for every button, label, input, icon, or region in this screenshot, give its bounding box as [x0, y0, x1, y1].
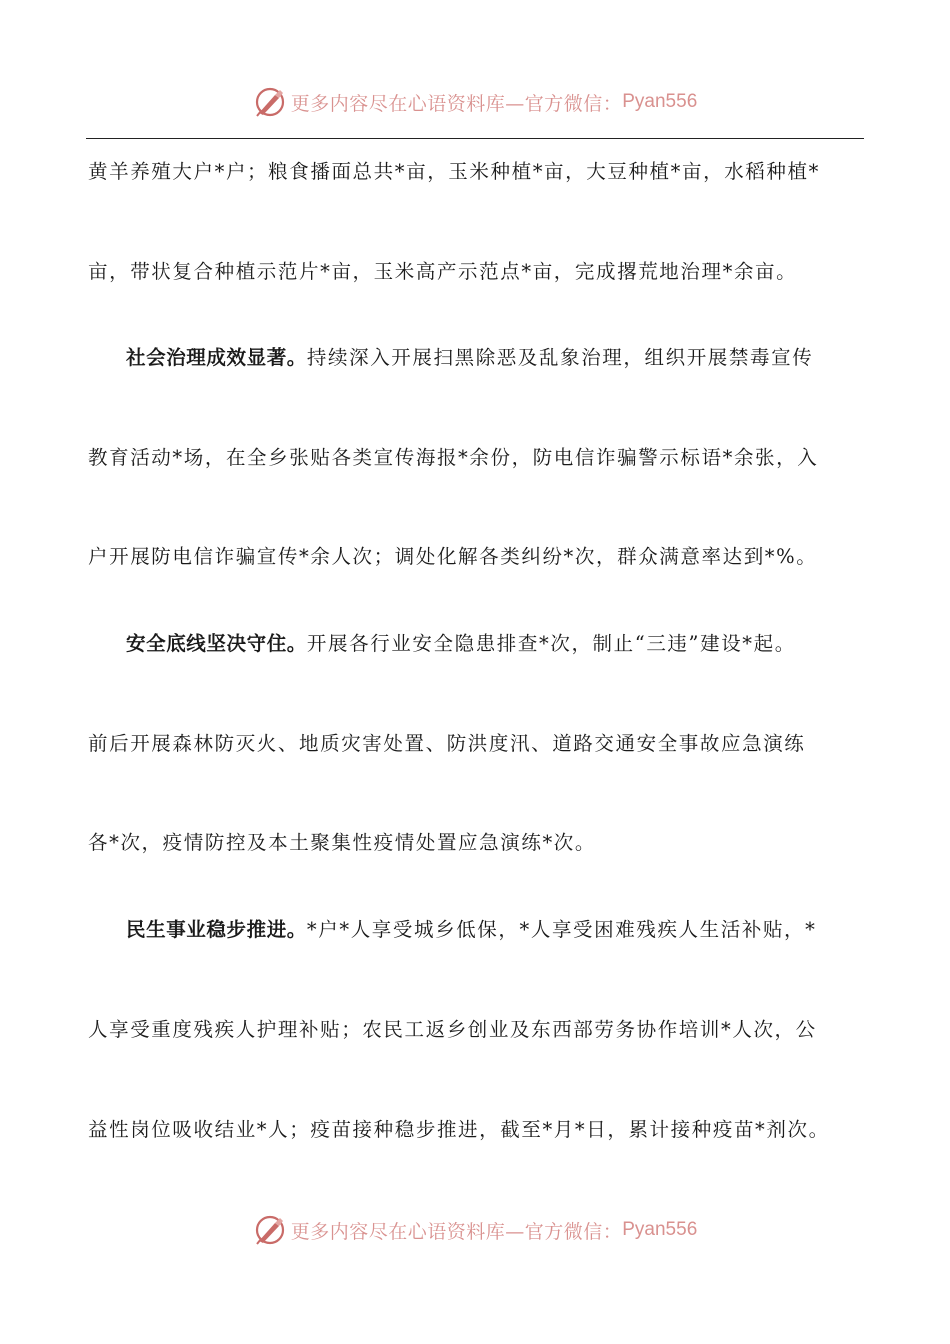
body-line-7: [88, 730, 864, 758]
header-rule: [86, 138, 864, 139]
watermark-text: 更多内容尽在心语资料库—官方微信：: [290, 92, 623, 115]
paragraph-social-governance: [126, 344, 864, 372]
body-line-5: [88, 543, 864, 571]
body-line-2: [88, 258, 864, 286]
watermark-wechat-id: Pyan556: [622, 91, 698, 112]
paragraph-safety: [126, 630, 864, 658]
header-watermark: [0, 82, 950, 122]
paragraph-livelihood: [126, 916, 864, 944]
pen-seal-logo-icon: [253, 1213, 287, 1247]
line-text: 亩，带状复合种植示范片*亩，玉米高产示范点*亩，完成撂荒地治理*余亩。: [88, 260, 798, 283]
line-text: 益性岗位吸收结业*人；疫苗接种稳步推进，截至*月*日，累计接种疫苗*剂次。: [88, 1118, 830, 1141]
watermark-text: 更多内容尽在心语资料库—官方微信：: [290, 1220, 623, 1243]
footer-watermark: [0, 1210, 950, 1250]
body-line-10: [88, 1016, 864, 1044]
paragraph-heading: 社会治理成效显著。: [126, 346, 307, 369]
body-line-4: [88, 444, 864, 472]
line-text: 持续深入开展扫黑除恶及乱象治理，组织开展禁毒宣传: [306, 346, 814, 369]
line-text: 黄羊养殖大户*户；粮食播面总共*亩，玉米种植*亩，大豆种植*亩，水稻种植*: [88, 160, 820, 183]
paragraph-heading: 民生事业稳步推进。: [126, 918, 307, 941]
line-text: 教育活动*场，在全乡张贴各类宣传海报*余份，防电信诈骗警示标语*余张，入: [88, 446, 819, 469]
line-text: 开展各行业安全隐患排查*次，制止“三违”建设*起。: [306, 632, 796, 655]
watermark-wechat-id: Pyan556: [622, 1219, 698, 1240]
body-line-1: [88, 158, 864, 186]
line-text: 户开展防电信诈骗宣传*余人次；调处化解各类纠纷*次，群众满意率达到*%。: [88, 545, 818, 568]
body-line-8: [88, 829, 864, 857]
pen-seal-logo-icon: [253, 85, 287, 119]
paragraph-heading: 安全底线坚决守住。: [126, 632, 307, 655]
line-text: 各*次，疫情防控及本土聚集性疫情处置应急演练*次。: [88, 831, 597, 854]
line-text: 人享受重度残疾人护理补贴；农民工返乡创业及东西部劳务协作培训*人次，公: [88, 1018, 817, 1041]
body-line-11: [88, 1116, 864, 1144]
line-text: 前后开展森林防灭火、地质灾害处置、防洪度汛、道路交通安全事故应急演练: [88, 732, 806, 755]
line-text: *户*人享受城乡低保，*人享受困难残疾人生活补贴，*: [306, 918, 817, 941]
